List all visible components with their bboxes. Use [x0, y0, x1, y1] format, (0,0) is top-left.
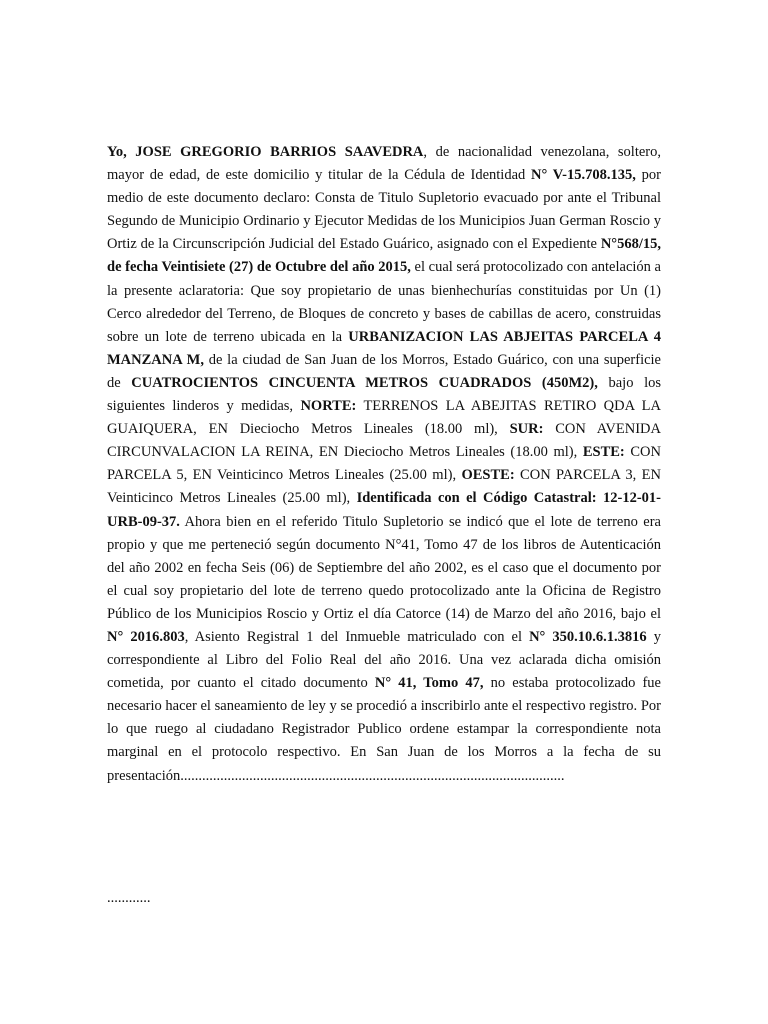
bold-text-segment: Yo, JOSE GREGORIO BARRIOS SAAVEDRA [107, 144, 424, 160]
text-segment: Ahora bien en el referido Titulo Supletorio se indicó que el lote de terreno era propio y que me perteneció según documento N°41, Tomo 47 de los libros de Autenticación del año 2002 en fecha Seis (06) de Septiembre del año 2002, es el caso que el documento por el cual soy propietario del lote de terreno quedo protocolizado ante la Oficina de Registro Público de los Municipios Roscio y Ortiz el día Catorce (14) de Marzo del año 2016, bajo el [107, 513, 661, 622]
bold-text-segment: ESTE: [582, 444, 625, 461]
bold-text-segment: N° 350.10.6.1.3816 [529, 628, 647, 645]
text-segment: el cual será protocolizado con antelación a la presente aclaratoria: Que soy propietario de unas bienhechurías constituidas por Un (1) Cerco alrededor del Terreno, de Bloques de concreto y bases de cabillas de acero, construidas sobre un lote de terreno ubicada en la [107, 259, 661, 345]
text-segment: TERRENOS LA ABEJITAS RETIRO QDA LA GUAIQUERA, EN Dieciocho Metros Lineales (18.00 ml), [107, 398, 661, 438]
text-segment: bajo los siguientes linderos y medidas, [107, 374, 661, 415]
bold-text-segment: N° V-15.708.135, [531, 167, 636, 184]
bold-text-segment: Identificada con el Código Catastral: 12-12-01-URB-09-37. [107, 490, 661, 530]
bold-text-segment: N° 41, Tomo 47, [374, 675, 484, 692]
bold-text-segment: CUATROCIENTOS CINCUENTA METROS CUADRADOS (450M2), [131, 374, 598, 391]
bold-text-segment: URBANIZACION LAS ABJEITAS PARCELA 4 MANZANA M, [107, 328, 661, 368]
trailing-dots: ............ [107, 890, 151, 906]
text-segment: por medio de este documento declaro: Consta de Titulo Supletorio evacuado por ante el Tribunal Segundo de Municipio Ordinario y Ejecutor Medidas de los Municipios Juan German Roscio y Ortiz de la Circunscripción Judicial del Estado Guárico, asignado con el Expediente [107, 167, 661, 253]
bold-text-segment: SUR: [509, 421, 544, 438]
text-segment: no estaba protocolizado fue necesario hacer el saneamiento de ley y se procedió a inscribirlo ante el respectivo registro. Por lo que ruego al ciudadano Registrador Publico ordene estampar la correspondiente nota marginal en el protocolo respectivo. En San Juan de los Morros a la fecha de su presentación.......................................................................................................... [107, 675, 661, 784]
text-segment: CON PARCELA 5, EN Veinticinco Metros Lineales (25.00 ml), [107, 444, 661, 484]
text-segment: , de nacionalidad venezolana, soltero, mayor de edad, de este domicilio y titular de la Cédula de Identidad [107, 144, 661, 184]
declaration-paragraph [107, 141, 661, 788]
bold-text-segment: NORTE: [300, 398, 357, 415]
bold-text-segment: OESTE: [461, 467, 515, 484]
bold-text-segment: N° 2016.803 [107, 628, 185, 645]
text-segment: CON AVENIDA CIRCUNVALACION LA REINA, EN Dieciocho Metros Lineales (18.00 ml), [107, 421, 661, 461]
text-segment: CON PARCELA 3, EN Veinticinco Metros Lineales (25.00 ml), [107, 467, 661, 507]
text-segment: , Asiento Registral 1 del Inmueble matriculado con el [184, 628, 530, 645]
text-segment: y correspondiente al Libro del Folio Real del año 2016. Una vez aclarada dicha omisión cometida, por cuanto el citado documento [107, 628, 662, 692]
text-segment: de la ciudad de San Juan de los Morros, Estado Guárico, con una superficie de [107, 351, 661, 391]
bold-text-segment: N°568/15, de fecha Veintisiete (27) de Octubre del año 2015, [107, 236, 661, 276]
